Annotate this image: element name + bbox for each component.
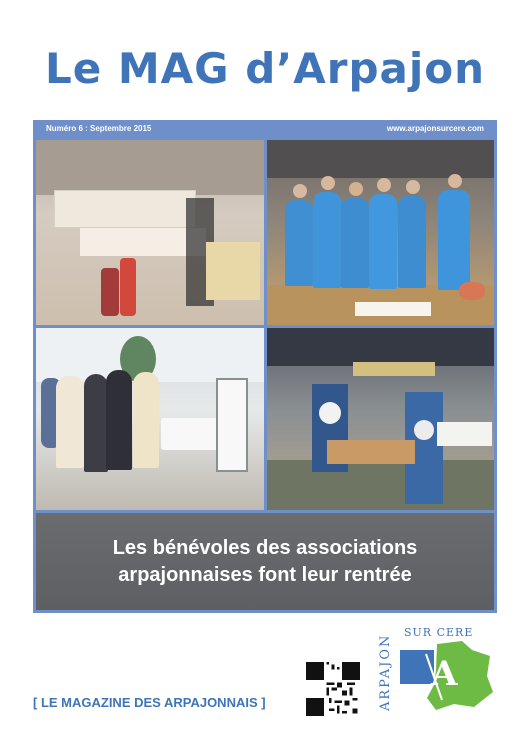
photo-volunteers-group: [267, 140, 494, 325]
photo-association-members: [36, 328, 264, 510]
cover-headline: [36, 513, 494, 610]
arpajon-logo-mark: [398, 640, 494, 712]
issue-label: Numéro 6 : Septembre 2015: [46, 124, 152, 133]
magazine-tagline: [ LE MAGAZINE DES ARPAJONNAIS ]: [33, 695, 266, 710]
logo-arpajon-vertical: ARPAJON: [378, 633, 393, 711]
photo-club-stand: [267, 328, 494, 510]
magazine-title: Le MAG d’Arpajon: [44, 44, 486, 93]
headline-line2: arpajonnaises font leur rentrée: [118, 563, 412, 586]
headline-line1: Les bénévoles des associations: [112, 536, 418, 559]
qr-code: [306, 662, 360, 716]
photo-exhibition-hall: [36, 140, 264, 325]
issue-strip: [33, 122, 497, 136]
logo-sur-cere: SUR CERE: [404, 626, 474, 639]
cover-panel: [33, 120, 497, 613]
logo-letter: A: [431, 654, 458, 694]
website-label: www.arpajonsurcere.com: [386, 124, 484, 133]
qr-caption: [363, 664, 369, 714]
